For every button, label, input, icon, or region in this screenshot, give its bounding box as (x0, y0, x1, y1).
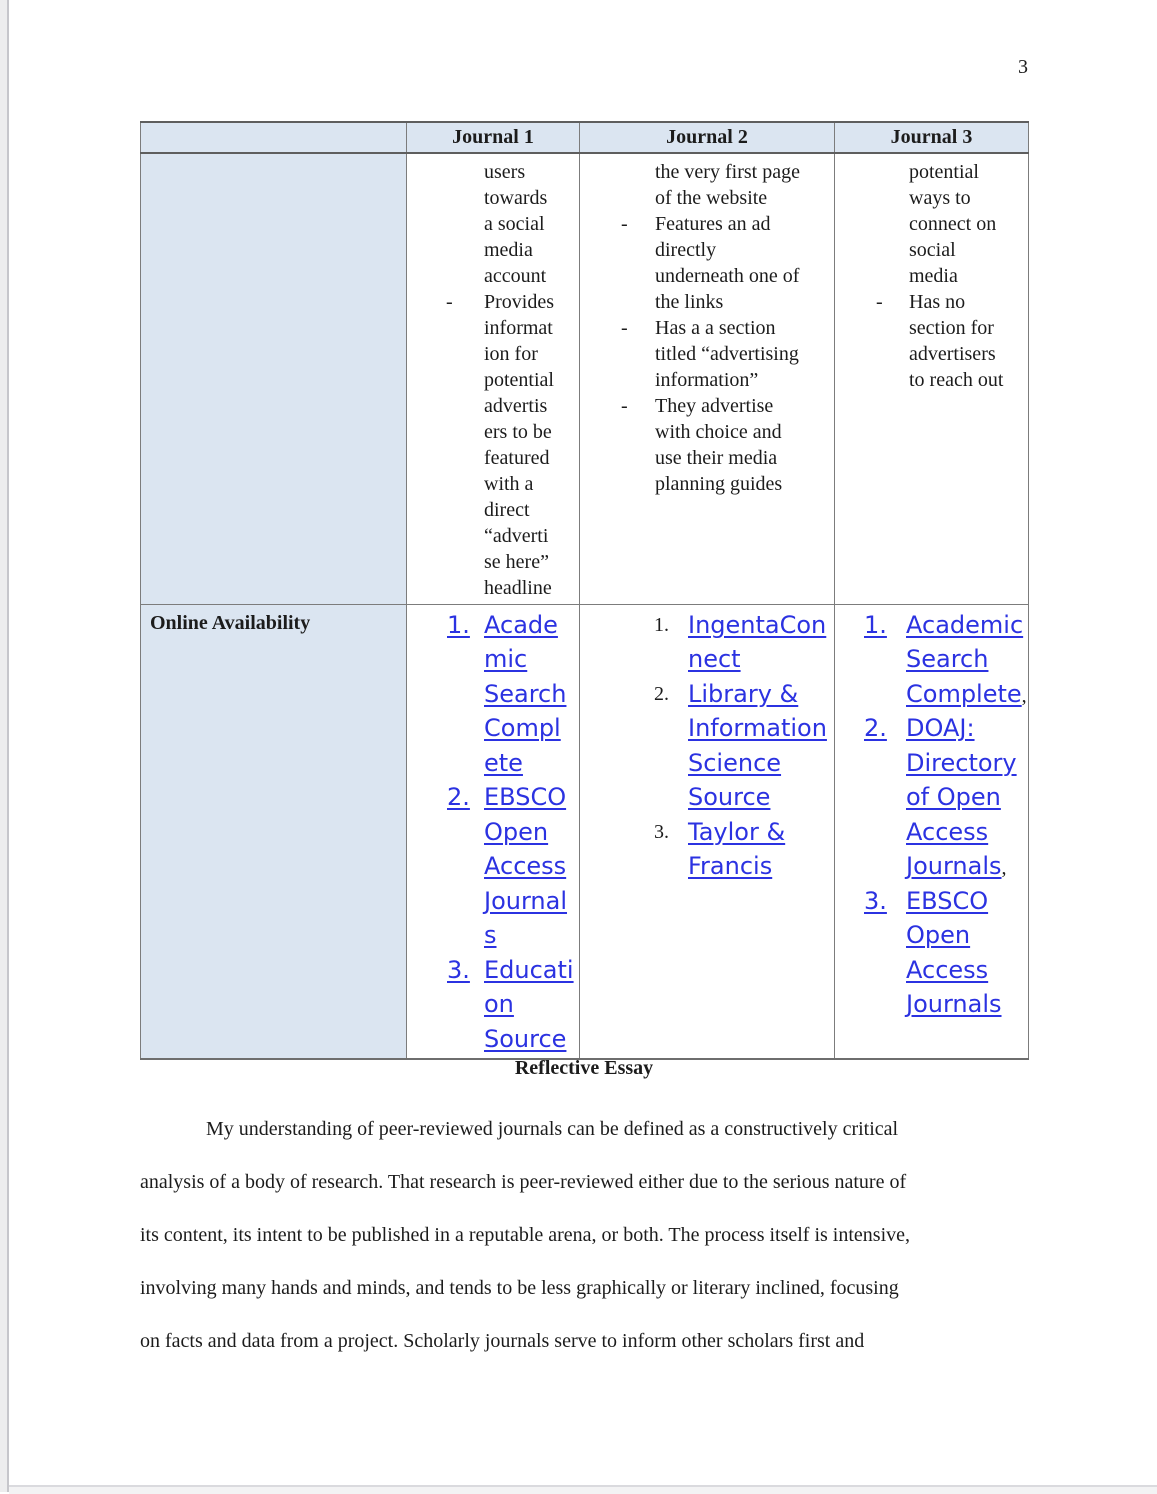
availability-list-item (835, 610, 1028, 714)
bullet-text: the very first page of the website (655, 161, 800, 209)
page-number: 3 (1018, 56, 1028, 78)
list-number[interactable]: 1. (447, 610, 470, 639)
continued-text-item (407, 159, 579, 289)
availability-link[interactable]: Acade mic Search Compl ete (484, 610, 567, 777)
list-number: 1. (654, 613, 669, 636)
availability-link[interactable]: EBSCO Open Access Journal s (484, 783, 568, 949)
list-number[interactable]: 2. (864, 714, 887, 742)
journal-3-details-cell (835, 153, 1029, 604)
bullet-item (835, 289, 1028, 393)
continued-text-item (835, 159, 1028, 289)
availability-list-item (407, 782, 579, 955)
bullet-spacer (621, 159, 655, 211)
availability-link[interactable]: IngentaCon nect (688, 610, 827, 673)
page-left-edge (0, 0, 9, 1492)
essay-title: Reflective Essay (514, 1057, 654, 1079)
bullet-text: Provides informat ion for potential advertis ers to be featured with a direct “adverti se here” headline (484, 291, 554, 599)
journal-1-details-cell (407, 153, 580, 604)
availability-list-item (580, 610, 834, 679)
reflective-essay-paragraph (140, 1103, 1045, 1368)
bullet-dash: - (621, 395, 628, 417)
bullet-text: users towards a social media account (484, 161, 548, 287)
paragraph-line: involving many hands and minds, and tends to be less graphically or literary inclined, focusing (140, 1277, 899, 1299)
availability-list-item (835, 886, 1028, 1024)
availability-list-item (835, 713, 1028, 886)
link-suffix: , (1001, 857, 1007, 879)
bullet-item (580, 315, 834, 393)
paragraph-line: My understanding of peer-reviewed journals can be defined as a constructively critical (206, 1118, 899, 1140)
link-suffix: , (1021, 684, 1027, 707)
table-header-journal-2: Journal 2 (580, 122, 835, 153)
bullet-item (580, 211, 834, 315)
availability-list-item (580, 679, 834, 817)
table-header-empty (141, 122, 407, 153)
advertising-details-row (141, 153, 1029, 604)
bullet-spacer (876, 159, 909, 289)
bullet-item (407, 289, 579, 601)
list-number: 2. (654, 682, 669, 705)
bullet-dash: - (446, 291, 453, 313)
availability-link[interactable]: EBSCO Open Access Journals (906, 886, 1002, 1018)
journal-1-availability-cell (407, 604, 580, 1059)
bullet-dash: - (621, 317, 628, 339)
row-label-cell (141, 153, 407, 604)
list-number[interactable]: 1. (864, 610, 887, 639)
online-availability-row (141, 604, 1029, 1059)
bullet-dash: - (876, 291, 883, 313)
availability-link[interactable]: DOAJ: Directory of Open Access Journals, (906, 714, 1017, 880)
bullet-item (580, 393, 834, 497)
continued-text-item (580, 159, 834, 211)
list-number[interactable]: 2. (447, 783, 470, 811)
row-label-online-availability: Online Availability (141, 604, 407, 1059)
availability-list-item (580, 817, 834, 886)
table-header-row (141, 122, 1029, 153)
list-number: 3. (654, 820, 669, 843)
journal-2-details-cell (580, 153, 835, 604)
bullet-text: Has a a section titled “advertising information” (655, 317, 799, 391)
bullet-text: Features an ad directly underneath one of the links (655, 213, 800, 313)
list-number[interactable]: 3. (864, 886, 887, 915)
paragraph-line: on facts and data from a project. Scholarly journals serve to inform other scholars first and (140, 1330, 865, 1352)
availability-link[interactable]: Educati on Source (484, 955, 574, 1053)
journal-comparison-table (140, 121, 1029, 1060)
paragraph-line: its content, its intent to be published in a reputable arena, or both. The process itself is intensive, (140, 1224, 911, 1246)
bullet-dash: - (621, 213, 628, 235)
paragraph-line: analysis of a body of research. That research is peer-reviewed either due to the serious nature of (140, 1171, 907, 1193)
availability-link[interactable]: Library & Information Science Source (688, 679, 827, 811)
bullet-text: potential ways to connect on social media (909, 161, 997, 287)
page-bottom-edge (9, 1485, 1157, 1494)
availability-list-item (407, 955, 579, 1059)
bullet-text: They advertise with choice and use their media planning guides (655, 395, 783, 495)
bullet-spacer (446, 159, 484, 289)
bullet-text: Has no section for advertisers to reach out (909, 291, 1004, 391)
journal-3-availability-cell (835, 604, 1029, 1059)
table-header-journal-1: Journal 1 (407, 122, 580, 153)
availability-list-item (407, 610, 579, 783)
journal-2-availability-cell (580, 604, 835, 1059)
table-header-journal-3: Journal 3 (835, 122, 1029, 153)
list-number[interactable]: 3. (447, 955, 470, 984)
availability-link[interactable]: Academic Search Complete, (906, 610, 1027, 708)
availability-link[interactable]: Taylor & Francis (688, 817, 786, 880)
